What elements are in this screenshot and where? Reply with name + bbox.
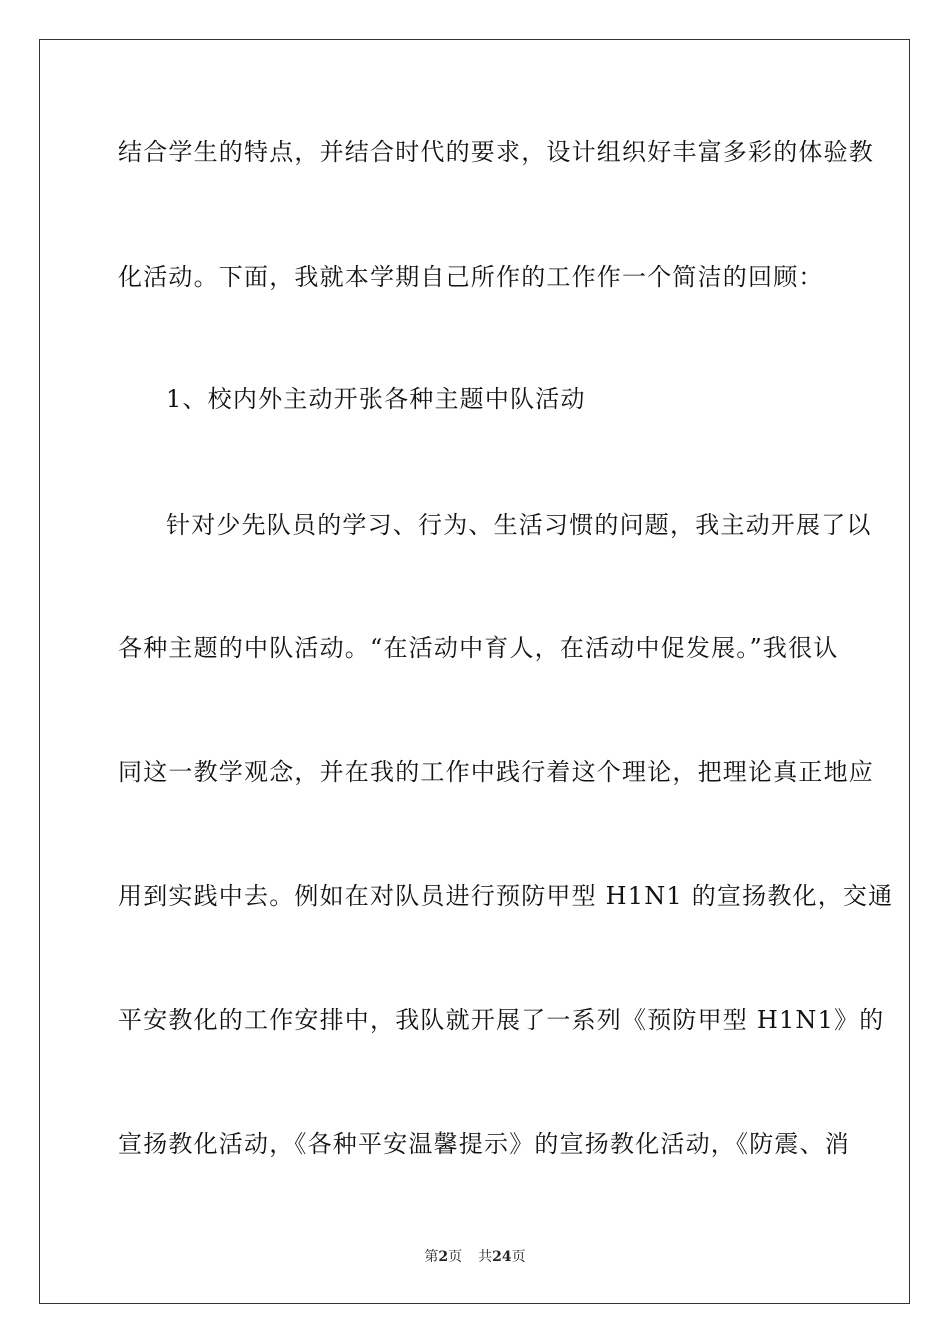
footer-total-pages: 24: [492, 1249, 512, 1265]
paragraph-line: 针对少先队员的学习、行为、生活习惯的问题，我主动开展了以: [166, 511, 872, 539]
paragraph-line: 用到实践中去。例如在对队员进行预防甲型 H1N1 的宣扬教化，交通: [118, 882, 894, 910]
footer-page-prefix: 第: [424, 1249, 439, 1265]
footer-page-suffix: 页: [448, 1249, 463, 1265]
page-border: [39, 39, 910, 1304]
section-heading: 1、校内外主动开张各种主题中队活动: [166, 385, 586, 413]
paragraph-line: 平安教化的工作安排中，我队就开展了一系列《预防甲型 H1N1》的: [118, 1006, 885, 1034]
paragraph-line: 化活动。下面，我就本学期自己所作的工作作一个简洁的回顾：: [118, 263, 824, 291]
footer-page-number: 2: [438, 1249, 449, 1265]
footer-total-prefix: 共: [478, 1249, 493, 1265]
paragraph-line: 同这一教学观念，并在我的工作中践行着这个理论，把理论真正地应: [118, 758, 874, 786]
paragraph-line: 各种主题的中队活动。“在活动中育人，在活动中促发展。”我很认: [118, 634, 839, 662]
paragraph-line: 宣扬教化活动，《各种平安温馨提示》的宣扬教化活动，《防震、消: [118, 1130, 850, 1158]
paragraph-line: 结合学生的特点，并结合时代的要求，设计组织好丰富多彩的体验教: [118, 138, 874, 166]
footer-total-suffix: 页: [511, 1249, 526, 1265]
page-footer: [0, 1248, 950, 1266]
